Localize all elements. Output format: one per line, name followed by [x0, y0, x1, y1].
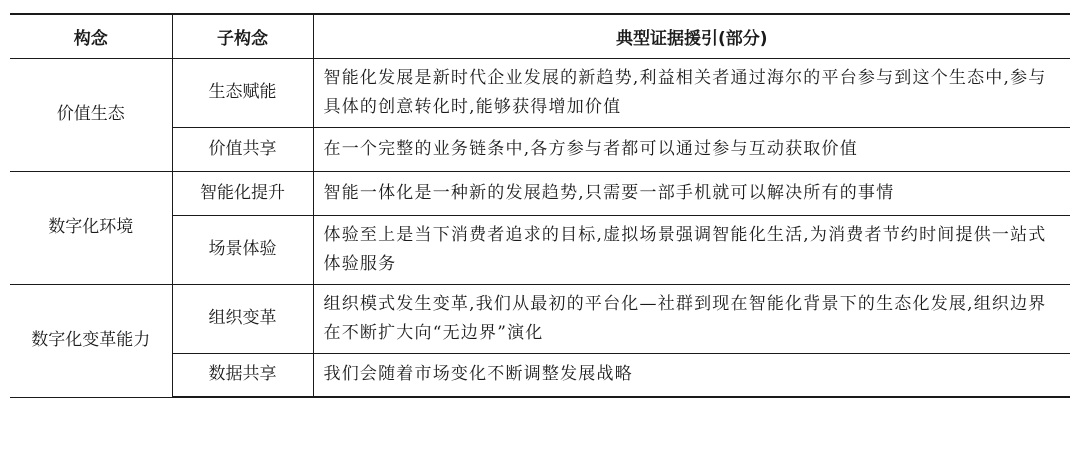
table-row [10, 58, 1070, 127]
construct-cell: 数字化变革能力 [10, 284, 172, 397]
header-construct: 构念 [10, 14, 172, 58]
evidence-cell: 我们会随着市场变化不断调整发展战略 [313, 353, 1070, 397]
evidence-cell: 体验至上是当下消费者追求的目标,虚拟场景强调智能化生活,为消费者节约时间提供一站式体验服务 [313, 215, 1070, 284]
construct-cell: 数字化环境 [10, 171, 172, 284]
table-body [10, 58, 1070, 397]
table-row [10, 284, 1070, 353]
table-row [10, 171, 1070, 215]
evidence-cell: 智能一体化是一种新的发展趋势,只需要一部手机就可以解决所有的事情 [313, 171, 1070, 215]
subconstruct-cell: 价值共享 [172, 127, 313, 171]
subconstruct-cell: 生态赋能 [172, 58, 313, 127]
table-header [10, 14, 1070, 58]
construct-cell: 价值生态 [10, 58, 172, 171]
evidence-cell: 在一个完整的业务链条中,各方参与者都可以通过参与互动获取价值 [313, 127, 1070, 171]
evidence-cell: 组织模式发生变革,我们从最初的平台化—社群到现在智能化背景下的生态化发展,组织边界在不断扩大向“无边界”演化 [313, 284, 1070, 353]
evidence-cell: 智能化发展是新时代企业发展的新趋势,利益相关者通过海尔的平台参与到这个生态中,参与具体的创意转化时,能够获得增加价值 [313, 58, 1070, 127]
subconstruct-cell: 数据共享 [172, 353, 313, 397]
header-subconstruct: 子构念 [172, 14, 313, 58]
evidence-table [10, 13, 1070, 398]
subconstruct-cell: 场景体验 [172, 215, 313, 284]
header-evidence: 典型证据援引(部分) [313, 14, 1070, 58]
subconstruct-cell: 智能化提升 [172, 171, 313, 215]
subconstruct-cell: 组织变革 [172, 284, 313, 353]
